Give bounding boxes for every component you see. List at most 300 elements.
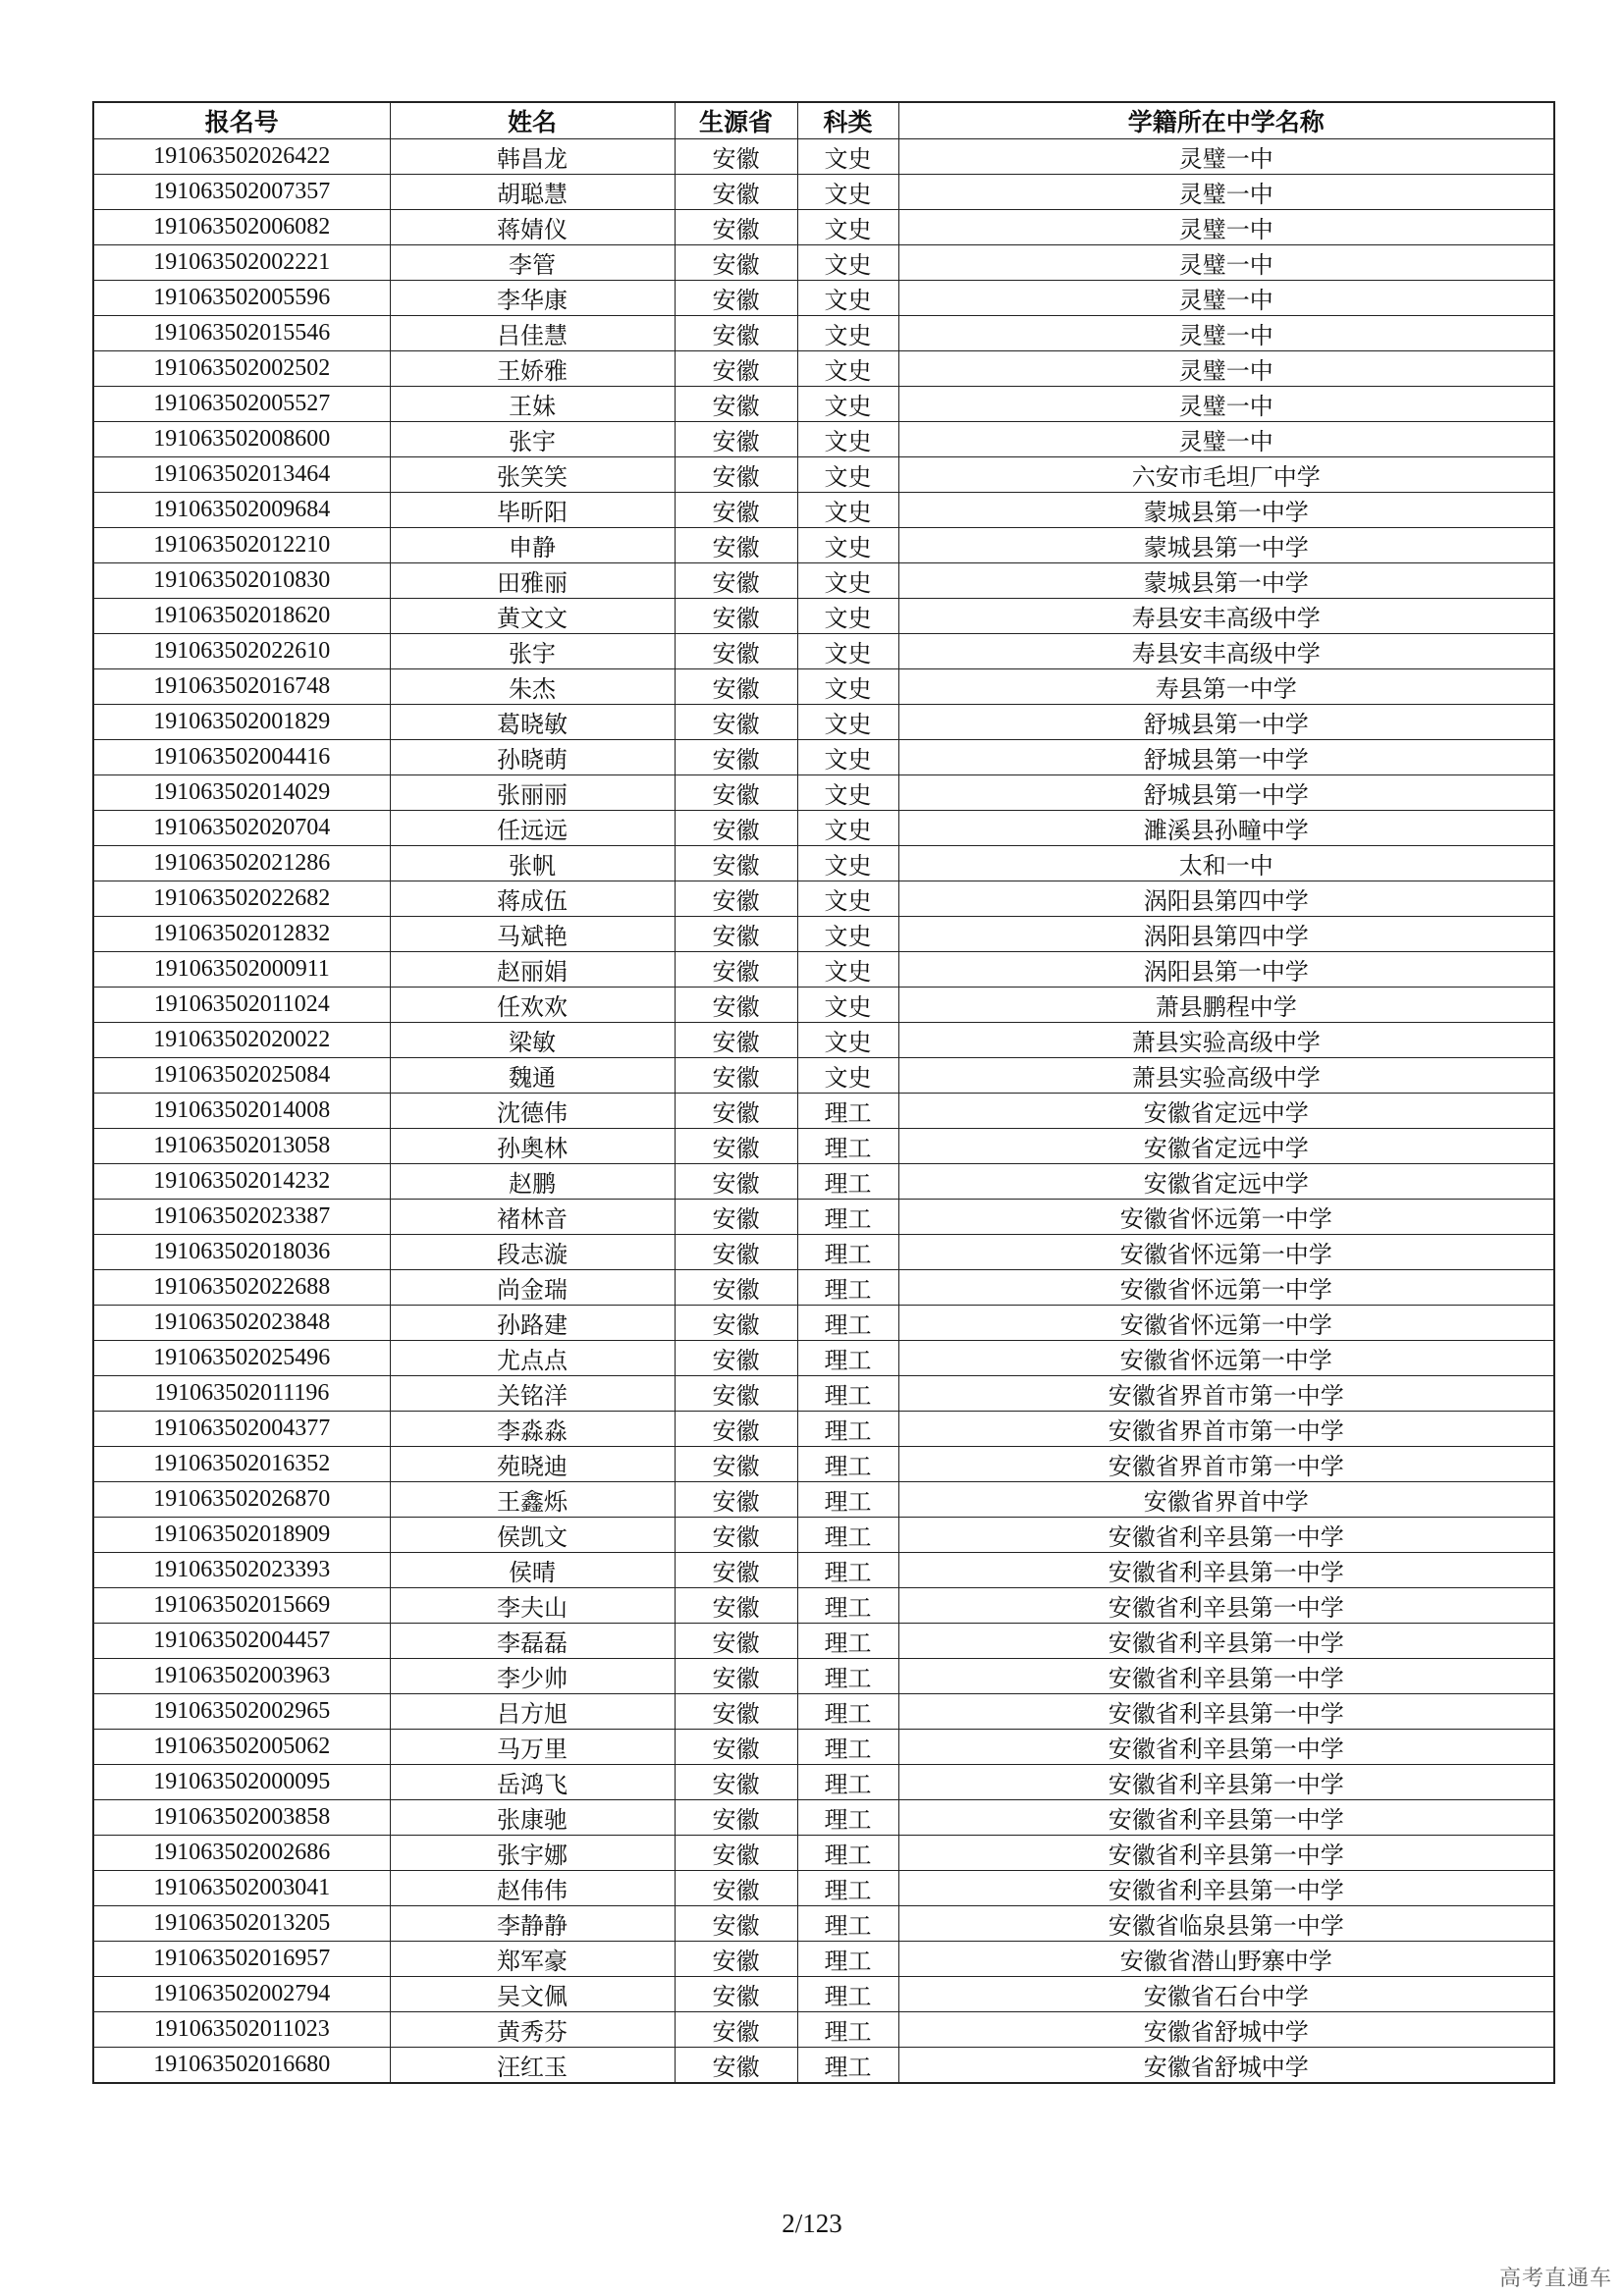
cell-name: 汪红玉 [390, 2048, 675, 2084]
cell-name: 黄文文 [390, 599, 675, 634]
cell-province: 安徽 [675, 1871, 797, 1906]
admission-list-table [92, 101, 1555, 2084]
cell-school: 安徽省利辛县第一中学 [898, 1694, 1554, 1730]
table-row [93, 1376, 1554, 1412]
cell-school: 涡阳县第一中学 [898, 952, 1554, 988]
cell-name: 王娇雅 [390, 351, 675, 387]
cell-name: 关铭洋 [390, 1376, 675, 1412]
table-row [93, 1518, 1554, 1553]
cell-name: 李静静 [390, 1906, 675, 1942]
cell-category: 文史 [797, 387, 898, 422]
table-row [93, 1906, 1554, 1942]
cell-registration-number: 191063502005527 [93, 387, 390, 422]
cell-province: 安徽 [675, 528, 797, 563]
cell-name: 李夫山 [390, 1588, 675, 1624]
cell-registration-number: 191063502000095 [93, 1765, 390, 1800]
cell-name: 吕佳慧 [390, 316, 675, 351]
cell-name: 尤点点 [390, 1341, 675, 1376]
table-row [93, 846, 1554, 881]
cell-province: 安徽 [675, 917, 797, 952]
cell-name: 沈德伟 [390, 1094, 675, 1129]
cell-province: 安徽 [675, 210, 797, 245]
cell-school: 安徽省怀远第一中学 [898, 1341, 1554, 1376]
cell-name: 张笑笑 [390, 457, 675, 493]
cell-category: 理工 [797, 1200, 898, 1235]
table-row [93, 988, 1554, 1023]
cell-category: 文史 [797, 493, 898, 528]
cell-school: 安徽省利辛县第一中学 [898, 1765, 1554, 1800]
cell-province: 安徽 [675, 457, 797, 493]
cell-category: 文史 [797, 1023, 898, 1058]
table-row [93, 1871, 1554, 1906]
cell-province: 安徽 [675, 634, 797, 669]
cell-category: 理工 [797, 1730, 898, 1765]
cell-category: 文史 [797, 422, 898, 457]
cell-registration-number: 191063502026870 [93, 1482, 390, 1518]
cell-name: 梁敏 [390, 1023, 675, 1058]
cell-name: 韩昌龙 [390, 139, 675, 175]
cell-school: 安徽省定远中学 [898, 1094, 1554, 1129]
cell-category: 文史 [797, 634, 898, 669]
cell-category: 文史 [797, 740, 898, 775]
cell-name: 李磊磊 [390, 1624, 675, 1659]
cell-category: 文史 [797, 563, 898, 599]
table-row [93, 387, 1554, 422]
cell-name: 赵鹏 [390, 1164, 675, 1200]
table-row [93, 1447, 1554, 1482]
table-row [93, 1942, 1554, 1977]
table-row [93, 1412, 1554, 1447]
cell-category: 文史 [797, 846, 898, 881]
cell-registration-number: 191063502015669 [93, 1588, 390, 1624]
cell-registration-number: 191063502002221 [93, 245, 390, 281]
cell-school: 安徽省利辛县第一中学 [898, 1836, 1554, 1871]
cell-school: 舒城县第一中学 [898, 740, 1554, 775]
cell-name: 孙路建 [390, 1306, 675, 1341]
table-row [93, 669, 1554, 705]
table-row [93, 1765, 1554, 1800]
table-row [93, 1694, 1554, 1730]
table-row [93, 1058, 1554, 1094]
cell-registration-number: 191063502005596 [93, 281, 390, 316]
cell-name: 李华康 [390, 281, 675, 316]
cell-name: 黄秀芬 [390, 2012, 675, 2048]
cell-school: 安徽省界首市第一中学 [898, 1412, 1554, 1447]
cell-school: 濉溪县孙疃中学 [898, 811, 1554, 846]
cell-province: 安徽 [675, 351, 797, 387]
cell-category: 理工 [797, 1659, 898, 1694]
cell-province: 安徽 [675, 1306, 797, 1341]
table-row [93, 1977, 1554, 2012]
cell-registration-number: 191063502009684 [93, 493, 390, 528]
cell-province: 安徽 [675, 846, 797, 881]
cell-province: 安徽 [675, 1200, 797, 1235]
cell-school: 安徽省利辛县第一中学 [898, 1659, 1554, 1694]
cell-registration-number: 191063502002965 [93, 1694, 390, 1730]
cell-school: 安徽省怀远第一中学 [898, 1200, 1554, 1235]
table-row [93, 1200, 1554, 1235]
cell-name: 赵丽娟 [390, 952, 675, 988]
cell-registration-number: 191063502020704 [93, 811, 390, 846]
cell-province: 安徽 [675, 1341, 797, 1376]
cell-registration-number: 191063502022682 [93, 881, 390, 917]
cell-registration-number: 191063502002794 [93, 1977, 390, 2012]
table-row [93, 2048, 1554, 2084]
cell-name: 王鑫烁 [390, 1482, 675, 1518]
cell-registration-number: 191063502008600 [93, 422, 390, 457]
cell-school: 舒城县第一中学 [898, 705, 1554, 740]
cell-registration-number: 191063502020022 [93, 1023, 390, 1058]
cell-category: 理工 [797, 2048, 898, 2084]
cell-name: 段志漩 [390, 1235, 675, 1270]
header-row [93, 102, 1554, 139]
cell-school: 灵璧一中 [898, 281, 1554, 316]
cell-registration-number: 191063502018620 [93, 599, 390, 634]
cell-province: 安徽 [675, 1412, 797, 1447]
cell-registration-number: 191063502022688 [93, 1270, 390, 1306]
cell-registration-number: 191063502011024 [93, 988, 390, 1023]
cell-school: 安徽省界首市第一中学 [898, 1376, 1554, 1412]
cell-school: 安徽省怀远第一中学 [898, 1306, 1554, 1341]
cell-school: 涡阳县第四中学 [898, 881, 1554, 917]
table-row [93, 563, 1554, 599]
cell-category: 理工 [797, 1447, 898, 1482]
table-row [93, 1164, 1554, 1200]
cell-registration-number: 191063502021286 [93, 846, 390, 881]
cell-registration-number: 191063502013058 [93, 1129, 390, 1164]
cell-province: 安徽 [675, 1482, 797, 1518]
cell-category: 理工 [797, 1376, 898, 1412]
table-row [93, 245, 1554, 281]
cell-registration-number: 191063502012210 [93, 528, 390, 563]
table-row [93, 1588, 1554, 1624]
cell-name: 毕昕阳 [390, 493, 675, 528]
cell-province: 安徽 [675, 1518, 797, 1553]
table-row [93, 457, 1554, 493]
table-row [93, 1341, 1554, 1376]
table-row [93, 881, 1554, 917]
table-row [93, 1624, 1554, 1659]
cell-school: 灵璧一中 [898, 210, 1554, 245]
table-row [93, 281, 1554, 316]
table-row [93, 1800, 1554, 1836]
cell-category: 理工 [797, 1977, 898, 2012]
cell-school: 安徽省舒城中学 [898, 2048, 1554, 2084]
cell-category: 文史 [797, 917, 898, 952]
cell-province: 安徽 [675, 1624, 797, 1659]
cell-school: 安徽省利辛县第一中学 [898, 1730, 1554, 1765]
cell-province: 安徽 [675, 281, 797, 316]
cell-registration-number: 191063502003041 [93, 1871, 390, 1906]
cell-registration-number: 191063502002502 [93, 351, 390, 387]
cell-category: 理工 [797, 1412, 898, 1447]
cell-category: 理工 [797, 1482, 898, 1518]
cell-school: 安徽省潜山野寨中学 [898, 1942, 1554, 1977]
cell-category: 文史 [797, 1058, 898, 1094]
cell-registration-number: 191063502026422 [93, 139, 390, 175]
table-row [93, 599, 1554, 634]
cell-province: 安徽 [675, 1659, 797, 1694]
cell-province: 安徽 [675, 1164, 797, 1200]
cell-registration-number: 191063502014008 [93, 1094, 390, 1129]
cell-province: 安徽 [675, 1942, 797, 1977]
cell-category: 文史 [797, 705, 898, 740]
table-row [93, 2012, 1554, 2048]
cell-province: 安徽 [675, 599, 797, 634]
cell-name: 张宇娜 [390, 1836, 675, 1871]
cell-category: 文史 [797, 175, 898, 210]
table-row [93, 1553, 1554, 1588]
cell-school: 萧县实验高级中学 [898, 1058, 1554, 1094]
cell-name: 张宇 [390, 422, 675, 457]
cell-school: 灵璧一中 [898, 139, 1554, 175]
page-number: 2/123 [782, 2209, 842, 2238]
cell-province: 安徽 [675, 245, 797, 281]
cell-school: 安徽省石台中学 [898, 1977, 1554, 2012]
cell-category: 理工 [797, 1270, 898, 1306]
cell-registration-number: 191063502025084 [93, 1058, 390, 1094]
cell-name: 李少帅 [390, 1659, 675, 1694]
cell-province: 安徽 [675, 1023, 797, 1058]
cell-province: 安徽 [675, 1694, 797, 1730]
cell-registration-number: 191063502023387 [93, 1200, 390, 1235]
cell-registration-number: 191063502011023 [93, 2012, 390, 2048]
cell-category: 理工 [797, 2012, 898, 2048]
cell-school: 涡阳县第四中学 [898, 917, 1554, 952]
cell-name: 赵伟伟 [390, 1871, 675, 1906]
cell-category: 文史 [797, 669, 898, 705]
cell-registration-number: 191063502003858 [93, 1800, 390, 1836]
cell-school: 安徽省界首中学 [898, 1482, 1554, 1518]
cell-name: 任远远 [390, 811, 675, 846]
cell-category: 文史 [797, 316, 898, 351]
cell-school: 安徽省利辛县第一中学 [898, 1518, 1554, 1553]
cell-registration-number: 191063502001829 [93, 705, 390, 740]
cell-province: 安徽 [675, 740, 797, 775]
cell-province: 安徽 [675, 1588, 797, 1624]
table-row [93, 917, 1554, 952]
cell-registration-number: 191063502010830 [93, 563, 390, 599]
cell-school: 灵璧一中 [898, 316, 1554, 351]
cell-province: 安徽 [675, 1129, 797, 1164]
header-name: 姓名 [390, 102, 675, 139]
table-row [93, 210, 1554, 245]
cell-province: 安徽 [675, 775, 797, 811]
cell-school: 灵璧一中 [898, 387, 1554, 422]
cell-province: 安徽 [675, 1094, 797, 1129]
cell-school: 安徽省怀远第一中学 [898, 1235, 1554, 1270]
table-row [93, 139, 1554, 175]
table-row [93, 422, 1554, 457]
cell-registration-number: 191063502016957 [93, 1942, 390, 1977]
cell-name: 侯凯文 [390, 1518, 675, 1553]
table-row [93, 1023, 1554, 1058]
cell-category: 理工 [797, 1235, 898, 1270]
cell-registration-number: 191063502007357 [93, 175, 390, 210]
cell-name: 李管 [390, 245, 675, 281]
cell-category: 理工 [797, 1588, 898, 1624]
cell-school: 寿县安丰高级中学 [898, 634, 1554, 669]
cell-registration-number: 191063502023848 [93, 1306, 390, 1341]
cell-school: 蒙城县第一中学 [898, 528, 1554, 563]
watermark-text: 高考直通车 [1498, 2267, 1612, 2291]
table-body [93, 139, 1554, 2084]
cell-registration-number: 191063502011196 [93, 1376, 390, 1412]
table-header [93, 102, 1554, 139]
cell-school: 安徽省定远中学 [898, 1129, 1554, 1164]
cell-registration-number: 191063502016680 [93, 2048, 390, 2084]
table-row [93, 952, 1554, 988]
table-row [93, 1659, 1554, 1694]
cell-registration-number: 191063502005062 [93, 1730, 390, 1765]
cell-name: 苑晓迪 [390, 1447, 675, 1482]
table-row [93, 528, 1554, 563]
cell-category: 文史 [797, 351, 898, 387]
header-school: 学籍所在中学名称 [898, 102, 1554, 139]
cell-registration-number: 191063502014029 [93, 775, 390, 811]
cell-school: 安徽省定远中学 [898, 1164, 1554, 1200]
cell-category: 理工 [797, 1518, 898, 1553]
cell-registration-number: 191063502016748 [93, 669, 390, 705]
cell-school: 太和一中 [898, 846, 1554, 881]
cell-province: 安徽 [675, 563, 797, 599]
table-row [93, 175, 1554, 210]
cell-category: 理工 [797, 1553, 898, 1588]
table-row [93, 1306, 1554, 1341]
cell-category: 文史 [797, 528, 898, 563]
table-row [93, 316, 1554, 351]
cell-category: 文史 [797, 952, 898, 988]
cell-province: 安徽 [675, 2012, 797, 2048]
cell-registration-number: 191063502018036 [93, 1235, 390, 1270]
table-row [93, 634, 1554, 669]
cell-name: 褚林音 [390, 1200, 675, 1235]
cell-name: 朱杰 [390, 669, 675, 705]
cell-name: 张宇 [390, 634, 675, 669]
cell-registration-number: 191063502025496 [93, 1341, 390, 1376]
cell-school: 安徽省利辛县第一中学 [898, 1800, 1554, 1836]
cell-category: 理工 [797, 1694, 898, 1730]
cell-province: 安徽 [675, 175, 797, 210]
cell-registration-number: 191063502003963 [93, 1659, 390, 1694]
cell-province: 安徽 [675, 1730, 797, 1765]
cell-category: 文史 [797, 599, 898, 634]
cell-registration-number: 191063502000911 [93, 952, 390, 988]
table-row [93, 351, 1554, 387]
cell-name: 李淼淼 [390, 1412, 675, 1447]
cell-name: 吕方旭 [390, 1694, 675, 1730]
cell-school: 安徽省怀远第一中学 [898, 1270, 1554, 1306]
cell-registration-number: 191063502015546 [93, 316, 390, 351]
cell-name: 尚金瑞 [390, 1270, 675, 1306]
cell-registration-number: 191063502018909 [93, 1518, 390, 1553]
cell-category: 理工 [797, 1906, 898, 1942]
cell-name: 王妹 [390, 387, 675, 422]
cell-province: 安徽 [675, 1906, 797, 1942]
cell-province: 安徽 [675, 1447, 797, 1482]
cell-school: 安徽省界首市第一中学 [898, 1447, 1554, 1482]
cell-category: 文史 [797, 775, 898, 811]
cell-school: 灵璧一中 [898, 351, 1554, 387]
cell-name: 马斌艳 [390, 917, 675, 952]
cell-name: 吴文佩 [390, 1977, 675, 2012]
table-row [93, 1235, 1554, 1270]
cell-name: 郑军豪 [390, 1942, 675, 1977]
table-row [93, 705, 1554, 740]
cell-province: 安徽 [675, 1270, 797, 1306]
cell-province: 安徽 [675, 1800, 797, 1836]
cell-school: 寿县第一中学 [898, 669, 1554, 705]
cell-name: 张康驰 [390, 1800, 675, 1836]
table-row [93, 1129, 1554, 1164]
cell-category: 理工 [797, 1871, 898, 1906]
cell-name: 张丽丽 [390, 775, 675, 811]
cell-school: 萧县实验高级中学 [898, 1023, 1554, 1058]
cell-name: 马万里 [390, 1730, 675, 1765]
cell-school: 寿县安丰高级中学 [898, 599, 1554, 634]
cell-name: 胡聪慧 [390, 175, 675, 210]
cell-registration-number: 191063502002686 [93, 1836, 390, 1871]
cell-registration-number: 191063502004457 [93, 1624, 390, 1659]
cell-name: 岳鸿飞 [390, 1765, 675, 1800]
cell-category: 理工 [797, 1800, 898, 1836]
cell-category: 文史 [797, 881, 898, 917]
cell-category: 理工 [797, 1765, 898, 1800]
cell-school: 安徽省利辛县第一中学 [898, 1624, 1554, 1659]
cell-province: 安徽 [675, 881, 797, 917]
cell-category: 理工 [797, 1341, 898, 1376]
cell-school: 六安市毛坦厂中学 [898, 457, 1554, 493]
cell-name: 葛晓敏 [390, 705, 675, 740]
table-row [93, 1730, 1554, 1765]
cell-registration-number: 191063502013205 [93, 1906, 390, 1942]
cell-category: 文史 [797, 457, 898, 493]
cell-registration-number: 191063502023393 [93, 1553, 390, 1588]
cell-registration-number: 191063502004416 [93, 740, 390, 775]
cell-category: 理工 [797, 1094, 898, 1129]
cell-school: 安徽省利辛县第一中学 [898, 1871, 1554, 1906]
cell-name: 田雅丽 [390, 563, 675, 599]
cell-category: 文史 [797, 210, 898, 245]
cell-category: 理工 [797, 1129, 898, 1164]
cell-registration-number: 191063502022610 [93, 634, 390, 669]
header-category: 科类 [797, 102, 898, 139]
cell-name: 魏通 [390, 1058, 675, 1094]
cell-school: 安徽省舒城中学 [898, 2012, 1554, 2048]
cell-name: 蒋婧仪 [390, 210, 675, 245]
cell-province: 安徽 [675, 2048, 797, 2084]
cell-province: 安徽 [675, 1765, 797, 1800]
cell-province: 安徽 [675, 952, 797, 988]
cell-category: 文史 [797, 139, 898, 175]
cell-school: 蒙城县第一中学 [898, 563, 1554, 599]
cell-school: 安徽省临泉县第一中学 [898, 1906, 1554, 1942]
cell-province: 安徽 [675, 988, 797, 1023]
cell-name: 孙奥林 [390, 1129, 675, 1164]
cell-school: 蒙城县第一中学 [898, 493, 1554, 528]
cell-school: 灵璧一中 [898, 175, 1554, 210]
cell-category: 理工 [797, 1836, 898, 1871]
table-row [93, 1094, 1554, 1129]
cell-province: 安徽 [675, 1376, 797, 1412]
cell-registration-number: 191063502013464 [93, 457, 390, 493]
table-row [93, 1482, 1554, 1518]
cell-province: 安徽 [675, 387, 797, 422]
cell-name: 申静 [390, 528, 675, 563]
table-row [93, 1270, 1554, 1306]
cell-province: 安徽 [675, 811, 797, 846]
cell-category: 文史 [797, 811, 898, 846]
